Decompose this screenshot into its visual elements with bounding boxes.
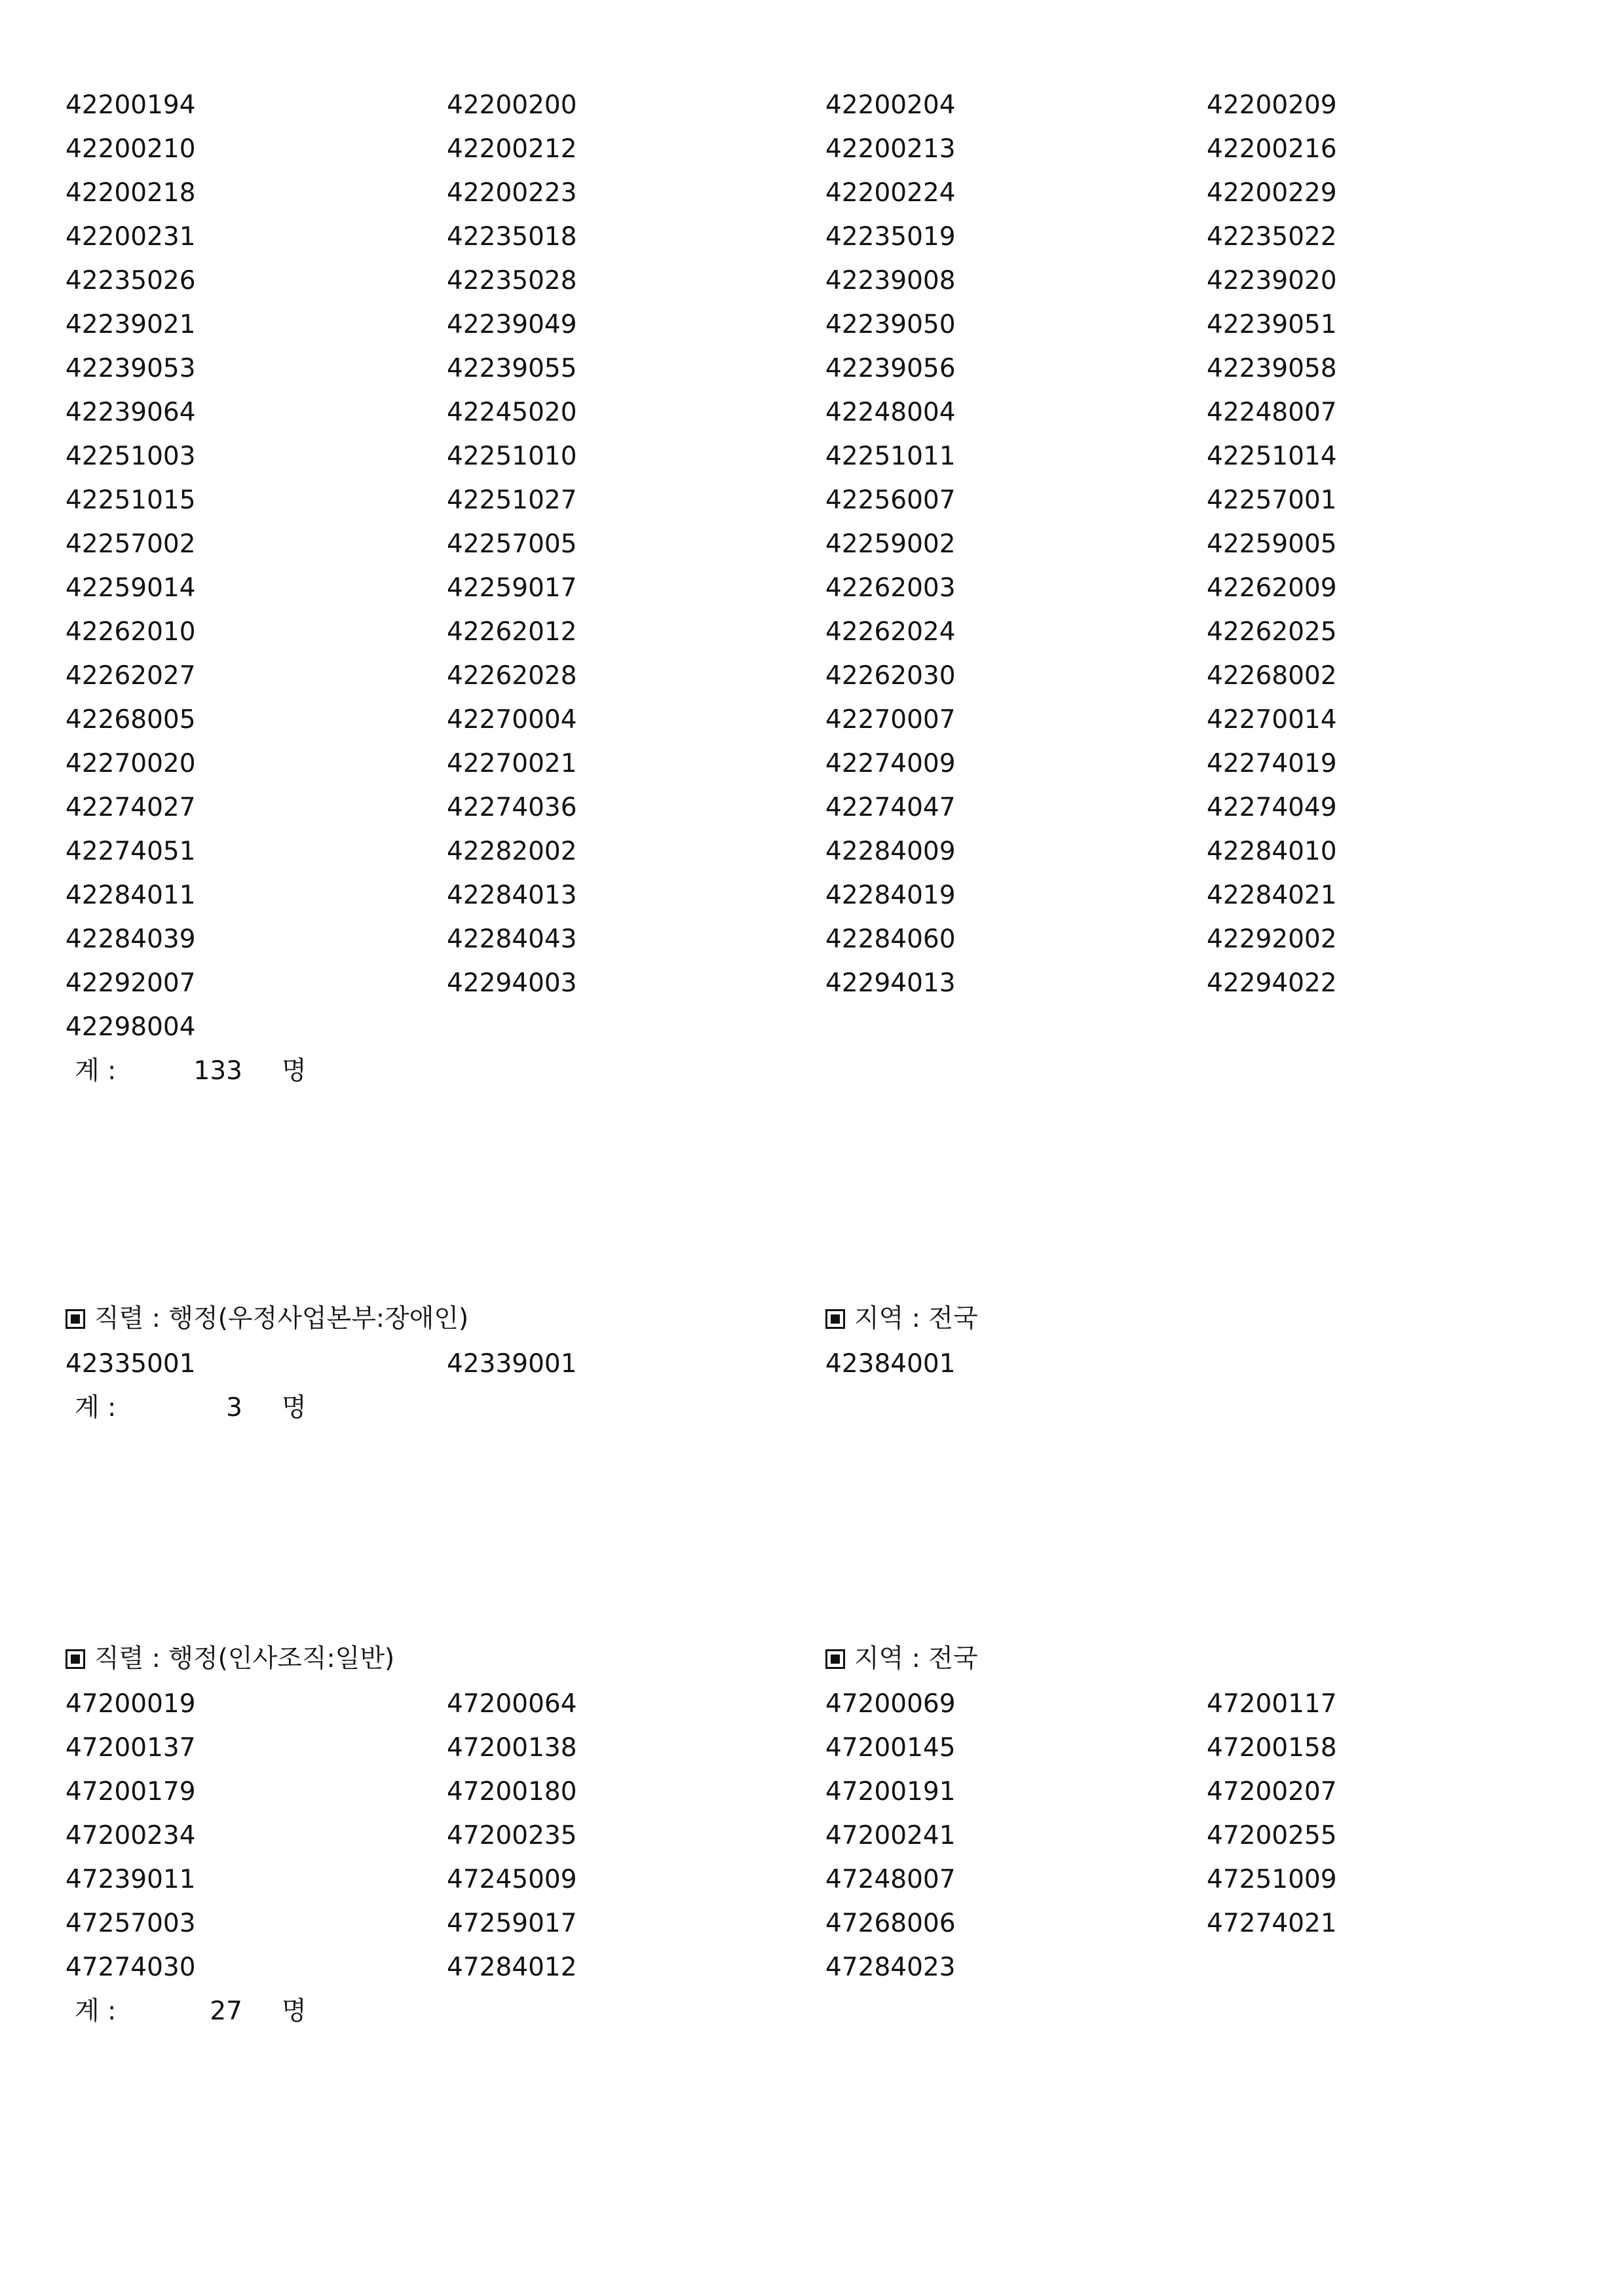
id-number: 42339001	[447, 1349, 577, 1379]
id-number: 42235028	[447, 266, 577, 296]
id-number: 42239021	[66, 310, 196, 339]
id-number: 42245020	[447, 398, 577, 427]
id-number: 47268006	[825, 1909, 956, 1938]
id-number: 47284023	[825, 1953, 956, 1982]
id-number: 42239055	[447, 354, 577, 383]
id-number: 42274049	[1207, 793, 1337, 822]
total-count: 133	[193, 1056, 242, 1086]
id-number: 42200229	[1207, 178, 1337, 208]
series-heading	[66, 1636, 394, 1682]
id-number: 42239049	[447, 310, 577, 339]
id-number: 47200241	[825, 1821, 956, 1850]
region-heading	[825, 1296, 978, 1342]
id-number: 42262009	[1207, 573, 1337, 603]
series-heading	[66, 1296, 468, 1342]
id-number: 42257002	[66, 529, 196, 559]
id-number: 42262012	[447, 617, 577, 647]
id-grid	[66, 1342, 1559, 1386]
id-number: 42284009	[825, 837, 956, 866]
id-number: 42239056	[825, 354, 956, 383]
total-unit: 명	[282, 1393, 307, 1423]
id-number: 42200213	[825, 134, 956, 164]
id-number: 47248007	[825, 1865, 956, 1894]
series-label: 직렬 : 행정(우정사업본부:장애인)	[94, 1304, 469, 1333]
id-number: 47251009	[1207, 1865, 1337, 1894]
id-number: 42239051	[1207, 310, 1337, 339]
id-grid	[66, 1682, 1559, 1989]
id-number: 42262027	[66, 661, 196, 691]
id-number: 42274051	[66, 837, 196, 866]
id-number: 47200179	[66, 1777, 196, 1807]
id-number: 42262024	[825, 617, 956, 647]
series-label: 직렬 : 행정(인사조직:일반)	[94, 1644, 395, 1674]
id-number: 42294022	[1207, 968, 1337, 998]
section-header	[66, 1296, 1559, 1342]
id-number: 42200209	[1207, 90, 1337, 120]
id-number: 47284012	[447, 1953, 577, 1982]
id-number: 42262028	[447, 661, 577, 691]
id-number: 42235018	[447, 222, 577, 252]
id-number: 42270004	[447, 705, 577, 735]
id-number: 42298004	[66, 1012, 196, 1042]
id-number: 42248007	[1207, 398, 1337, 427]
id-number: 42239053	[66, 354, 196, 383]
id-number: 42284043	[447, 925, 577, 954]
id-number: 47200235	[447, 1821, 577, 1850]
id-number: 47200069	[825, 1689, 956, 1719]
id-number: 42292007	[66, 968, 196, 998]
id-number: 47274021	[1207, 1909, 1337, 1938]
region-label: 지역 : 전국	[854, 1644, 978, 1674]
id-number: 42200231	[66, 222, 196, 252]
id-number: 47200137	[66, 1733, 196, 1763]
id-number: 42335001	[66, 1349, 196, 1379]
total-label: 계 :	[75, 1056, 117, 1086]
id-number: 42200224	[825, 178, 956, 208]
section-header	[66, 1636, 1559, 1682]
id-number: 42282002	[447, 837, 577, 866]
id-number: 47200158	[1207, 1733, 1337, 1763]
id-number: 42270014	[1207, 705, 1337, 735]
id-number: 42239050	[825, 310, 956, 339]
id-number: 42284011	[66, 881, 196, 910]
id-number: 42259014	[66, 573, 196, 603]
id-number: 42384001	[825, 1349, 956, 1379]
id-number: 42239064	[66, 398, 196, 427]
id-grid	[66, 83, 1559, 1049]
total-row	[66, 1386, 1559, 1430]
id-number: 47200180	[447, 1777, 577, 1807]
id-number: 42284039	[66, 925, 196, 954]
id-number: 42284013	[447, 881, 577, 910]
id-number: 42251027	[447, 486, 577, 515]
id-number: 42262030	[825, 661, 956, 691]
id-number: 42262010	[66, 617, 196, 647]
filled-square-icon	[66, 1649, 85, 1669]
id-number: 42256007	[825, 486, 956, 515]
id-number: 42200194	[66, 90, 196, 120]
id-number: 42270021	[447, 749, 577, 778]
id-number: 42268002	[1207, 661, 1337, 691]
id-number: 42274009	[825, 749, 956, 778]
id-number: 42262003	[825, 573, 956, 603]
id-number: 42235022	[1207, 222, 1337, 252]
id-number: 42200212	[447, 134, 577, 164]
total-unit: 명	[282, 1997, 307, 2026]
id-number: 42284019	[825, 881, 956, 910]
id-number: 42270007	[825, 705, 956, 735]
id-number: 42284010	[1207, 837, 1337, 866]
id-number: 47200191	[825, 1777, 956, 1807]
section-3	[66, 1636, 1559, 2033]
id-number: 42270020	[66, 749, 196, 778]
id-number: 42257001	[1207, 486, 1337, 515]
total-row	[66, 1049, 1559, 1093]
id-number: 42262025	[1207, 617, 1337, 647]
total-count: 3	[226, 1393, 242, 1423]
region-heading	[825, 1636, 978, 1682]
id-number: 42200210	[66, 134, 196, 164]
region-label: 지역 : 전국	[854, 1304, 978, 1333]
id-number: 42251015	[66, 486, 196, 515]
id-number: 42274036	[447, 793, 577, 822]
id-number: 47257003	[66, 1909, 196, 1938]
id-number: 42284021	[1207, 881, 1337, 910]
id-number: 42251011	[825, 442, 956, 471]
id-number: 47200064	[447, 1689, 577, 1719]
id-number: 42274027	[66, 793, 196, 822]
id-number: 42200223	[447, 178, 577, 208]
id-number: 42257005	[447, 529, 577, 559]
total-row	[66, 1989, 1559, 2033]
id-number: 47200019	[66, 1689, 196, 1719]
id-number: 47200145	[825, 1733, 956, 1763]
id-number: 42274019	[1207, 749, 1337, 778]
id-number: 42200216	[1207, 134, 1337, 164]
id-number: 42284060	[825, 925, 956, 954]
filled-square-icon	[825, 1309, 845, 1329]
id-number: 42294003	[447, 968, 577, 998]
total-unit: 명	[282, 1056, 307, 1086]
filled-square-icon	[825, 1649, 845, 1669]
id-number: 42251010	[447, 442, 577, 471]
id-number: 42251014	[1207, 442, 1337, 471]
id-number: 42259017	[447, 573, 577, 603]
filled-square-icon	[66, 1309, 85, 1329]
id-number: 42259005	[1207, 529, 1337, 559]
total-label: 계 :	[75, 1393, 117, 1423]
id-number: 42248004	[825, 398, 956, 427]
id-number: 42259002	[825, 529, 956, 559]
id-number: 42274047	[825, 793, 956, 822]
id-number: 42235019	[825, 222, 956, 252]
id-number: 47259017	[447, 1909, 577, 1938]
id-number: 47239011	[66, 1865, 196, 1894]
section-1	[66, 83, 1559, 1093]
section-2	[66, 1296, 1559, 1430]
id-number: 42292002	[1207, 925, 1337, 954]
id-number: 47200117	[1207, 1689, 1337, 1719]
id-number: 47200207	[1207, 1777, 1337, 1807]
id-number: 42239058	[1207, 354, 1337, 383]
id-number: 42200218	[66, 178, 196, 208]
id-number: 47200255	[1207, 1821, 1337, 1850]
id-number: 47200234	[66, 1821, 196, 1850]
id-number: 42239008	[825, 266, 956, 296]
id-number: 42268005	[66, 705, 196, 735]
id-number: 42251003	[66, 442, 196, 471]
id-number: 47200138	[447, 1733, 577, 1763]
id-number: 42235026	[66, 266, 196, 296]
id-number: 42294013	[825, 968, 956, 998]
total-label: 계 :	[75, 1997, 117, 2026]
id-number: 47274030	[66, 1953, 196, 1982]
id-number: 42200204	[825, 90, 956, 120]
id-number: 47245009	[447, 1865, 577, 1894]
id-number: 42239020	[1207, 266, 1337, 296]
id-number: 42200200	[447, 90, 577, 120]
total-count: 27	[210, 1997, 242, 2026]
